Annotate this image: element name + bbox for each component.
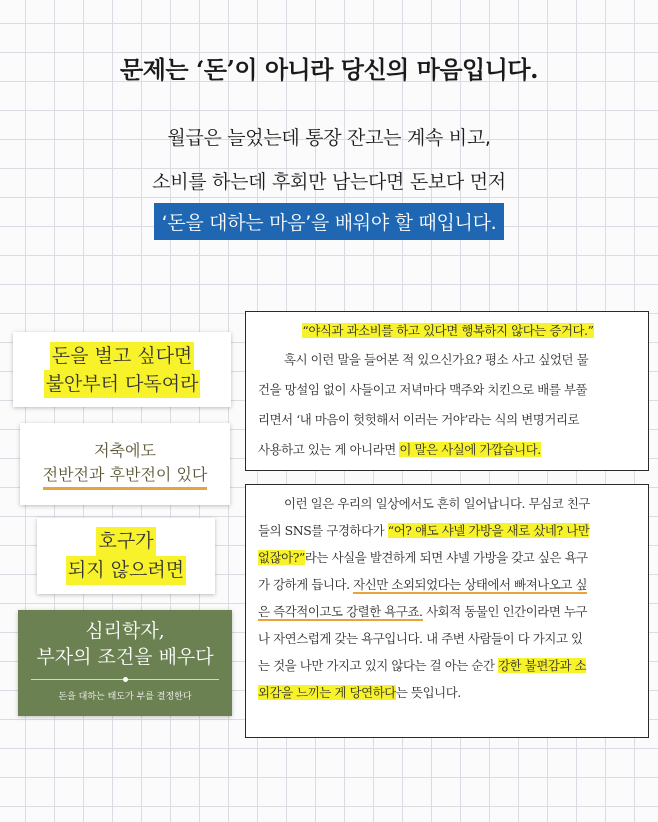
book-cover-4 [18, 610, 232, 716]
excerpt-2-line-3 [258, 544, 638, 571]
excerpt-2-line-7-text: 는 것을 나만 가지고 있지 않다는 걸 아는 순간 [258, 658, 499, 673]
book-4-title-line-2: 부자의 조건을 배우다 [36, 646, 214, 668]
excerpt-1-line-4-highlight: 이 말은 사실에 가깝습니다. [399, 442, 541, 457]
excerpt-box-2 [245, 484, 649, 738]
excerpt-1-quote-line [258, 316, 638, 345]
excerpt-box-1 [245, 311, 649, 471]
excerpt-2-line-1: 이런 일은 우리의 일상에서도 흔히 일어납니다. 무심코 친구 [284, 496, 590, 511]
book-cover-1 [13, 332, 231, 407]
page-title: 문제는 ‘돈’이 아니라 당신의 마음입니다. [120, 55, 538, 84]
subtitle-line-2: 소비를 하는데 후회만 남는다면 돈보다 먼저 [152, 171, 506, 193]
book-2-title-line-2: 전반전과 후반전이 있다 [43, 463, 208, 490]
excerpt-2-line-8-highlight: 외감을 느끼는 게 당연하다 [258, 685, 396, 700]
excerpt-2-line-4-text: 가 강하게 듭니다. [258, 577, 354, 592]
excerpt-2-line-8-text: 는 뜻입니다. [395, 685, 461, 700]
excerpt-2-line-4 [258, 571, 638, 598]
excerpt-2-line-3-text: 라는 사실을 발견하게 되면 샤넬 가방을 갖고 싶은 욕구 [304, 550, 588, 565]
excerpt-1-line-4-text: 사용하고 있는 게 아니라면 [258, 442, 400, 457]
subtitle-line-3-wrap [0, 203, 658, 240]
excerpt-1-quote: “야식과 과소비를 하고 있다면 행복하지 않다는 증거다.” [302, 323, 594, 338]
excerpt-2-line-2 [258, 517, 638, 544]
excerpt-2-line-6: 나 자연스럽게 갖는 욕구입니다. 내 주변 사람들이 다 가지고 있 [258, 631, 583, 646]
excerpt-1-line-1: 혹시 이런 말을 들어본 적 있으신가요? 평소 사고 싶었던 물 [284, 352, 589, 367]
excerpt-2-line-8 [258, 679, 638, 706]
excerpt-2-line-5-underline: 은 즉각적이고도 강렬한 욕구죠. [258, 604, 423, 619]
excerpt-1-line-4 [258, 435, 638, 465]
book-3-title-line-1: 호구가 [96, 527, 155, 556]
excerpt-2-line-7-highlight: 강한 불편감과 소 [498, 658, 587, 673]
book-3-title-line-2: 되지 않으려면 [66, 556, 186, 585]
excerpt-2-line-2-text: 들의 SNS를 구경하다가 [258, 523, 388, 538]
book-4-divider-dot [123, 677, 128, 682]
book-1-title-line-1: 돈을 벌고 싶다면 [50, 342, 195, 370]
excerpt-2-line-4-underline: 자신만 소외되었다는 상태에서 빠져나오고 싶 [353, 577, 588, 592]
excerpt-1-line-2: 건을 망설임 없이 사들이고 저녁마다 맥주와 치킨으로 배를 부풀 [258, 382, 588, 397]
book-1-title-line-2: 불안부터 다독여라 [44, 370, 201, 398]
excerpt-2-line-7 [258, 652, 638, 679]
book-4-title-line-1: 심리학자, [85, 620, 165, 642]
excerpt-2-line-5 [258, 598, 638, 625]
book-2-title-line-1: 저축에도 [94, 440, 156, 460]
excerpt-2-line-5-text: 사회적 동물인 인간이라면 누구 [422, 604, 588, 619]
subtitle-line-1: 월급은 늘었는데 통장 잔고는 계속 비고, [167, 127, 491, 149]
book-cover-2 [20, 423, 230, 505]
book-cover-3 [37, 518, 215, 594]
book-4-subtitle: 돈을 대하는 태도가 부를 결정한다 [58, 692, 192, 702]
excerpt-2-line-3-highlight: 없잖아?” [258, 550, 305, 565]
subtitle-line-3-highlight: ‘돈을 대하는 마음’을 배워야 할 때입니다. [154, 203, 505, 240]
excerpt-1-line-3: 리면서 ‘내 마음이 헛헛해서 이러는 거야’라는 식의 변명거리로 [258, 412, 580, 427]
excerpt-2-line-2-highlight: “어? 얘도 샤넬 가방을 새로 샀네? 나만 [387, 523, 590, 538]
